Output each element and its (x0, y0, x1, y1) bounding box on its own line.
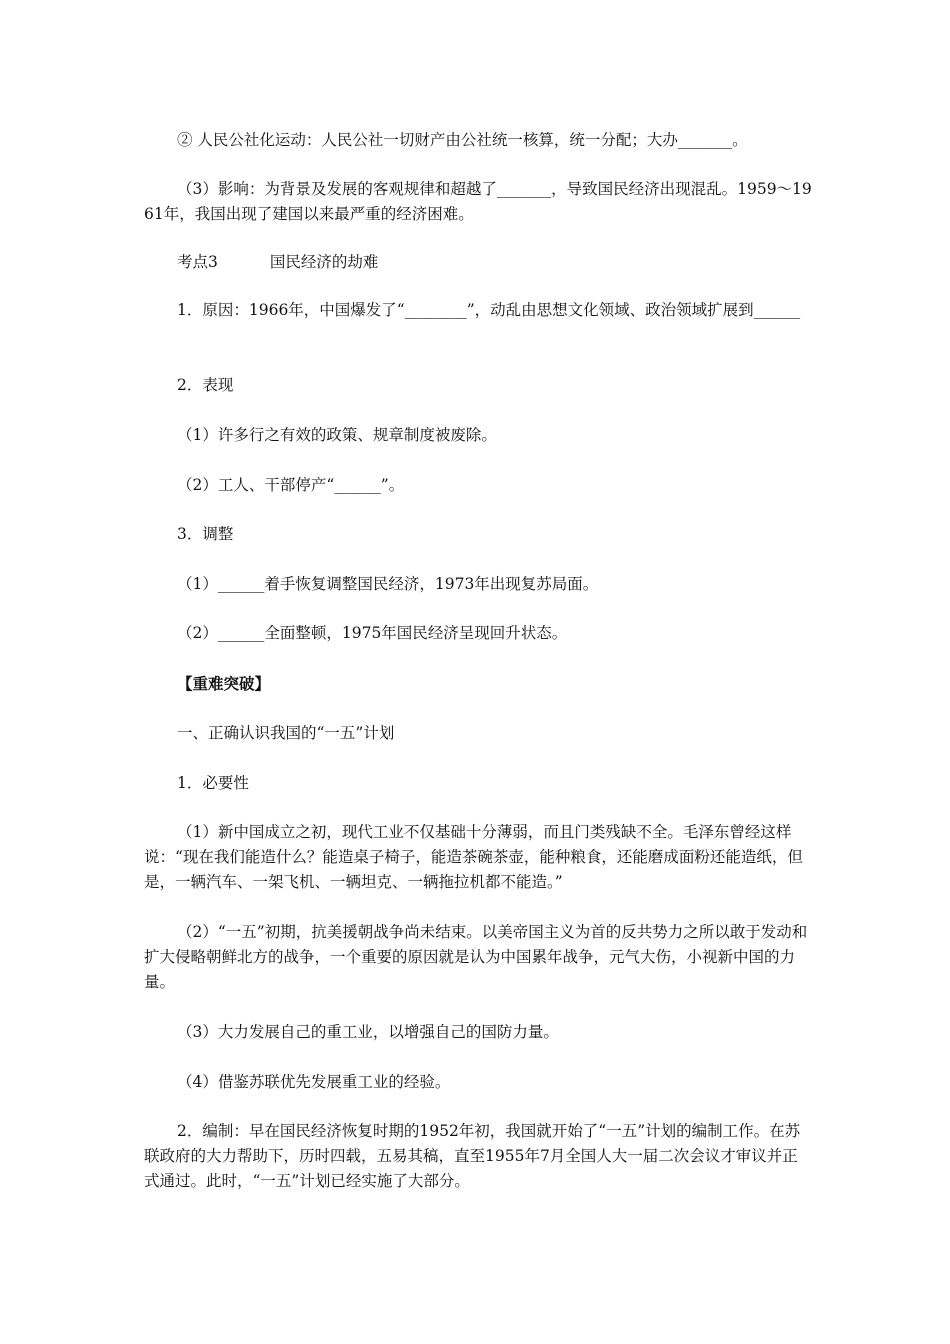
paragraph-necessity-2: （2）“一五”初期，抗美援朝战争尚未结束。以美帝国主义为首的反共势力之所以敢于发动和扩大侵略朝鲜北方的战争，一个重要的原因就是认为中国累年战争，元气大伤，小视新中国的力量。 (144, 923, 808, 991)
paragraph-necessity-heading: 1．必要性 (177, 774, 249, 792)
paragraph-adjustment-heading: 3．调整 (177, 525, 234, 543)
paragraph-necessity-1: （1）新中国成立之初，现代工业不仅基础十分薄弱，而且门类残缺不全。毛泽东曾经这样说：“现在我们能造什么？能造桌子椅子，能造茶碗茶壶，能种粮食，还能磨成面粉还能造纸，但是，一辆汽车、一架飞机、一辆坦克、一辆拖拉机都不能造。” (144, 823, 803, 891)
paragraph-commune-movement: ② 人民公社化运动：人民公社一切财产由公社统一核算，统一分配；大办_______。 (177, 131, 748, 149)
paragraph-compilation: 2．编制：早在国民经济恢复时期的1952年初，我国就开始了“一五”计划的编制工作。在苏联政府的大力帮助下，历时四载，五易其稿，直至1955年7月全国人大一届二次会议才审议并正式通过。此时，“一五”计划已经实施了大部分。 (144, 1122, 801, 1190)
paragraph-manifestation-1: （1）许多行之有效的政策、规章制度被废除。 (177, 426, 497, 444)
paragraph-impact: （3）影响：为背景及发展的客观规律和超越了_______，导致国民经济出现混乱。1959～1961年，我国出现了建国以来最严重的经济困难。 (144, 180, 812, 223)
section-heading-kaodian3 (177, 250, 378, 275)
paragraph-adjustment-1: （1）______着手恢复调整国民经济，1973年出现复苏局面。 (177, 575, 599, 593)
paragraph-necessity-4: （4）借鉴苏联优先发展重工业的经验。 (177, 1073, 451, 1091)
paragraph-five-year-plan-title: 一、正确认识我国的“一五”计划 (177, 724, 395, 742)
paragraph-adjustment-2: （2）______全面整顿，1975年国民经济呈现回升状态。 (177, 624, 568, 642)
paragraph-manifestation-heading: 2．表现 (177, 376, 234, 394)
kaodian-title: 国民经济的劫难 (269, 253, 379, 271)
paragraph-cause: 1．原因：1966年，中国爆发了“________”，动乱由思想文化领域、政治领域扩展到______ (177, 301, 801, 319)
section-heading-key-difficulties: 【重难突破】 (177, 675, 271, 693)
paragraph-manifestation-2: （2）工人、干部停产“______”。 (177, 476, 405, 494)
kaodian-label: 考点3 (177, 253, 218, 271)
paragraph-necessity-3: （3）大力发展自己的重工业，以增强自己的国防力量。 (177, 1023, 559, 1041)
